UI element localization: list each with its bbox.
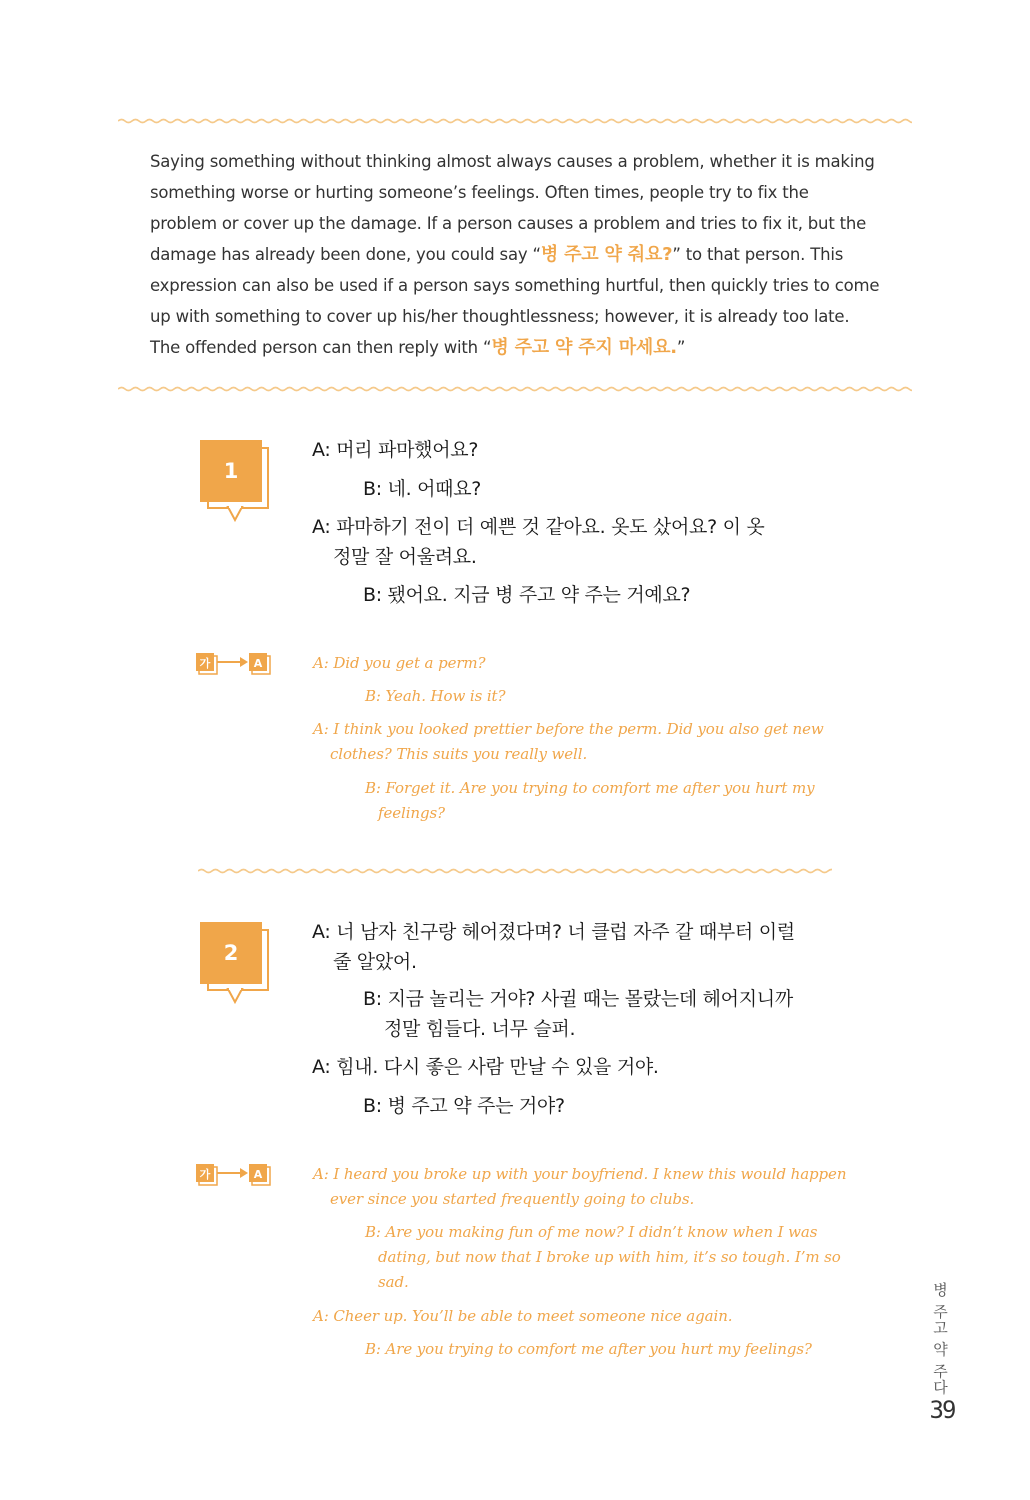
- intro-text-1: Saying something without thinking almost always causes a problem, whether it is making something worse or hurting someone’s feelings. Often times, people try to fix the problem or cover up the damage. If a person causes a problem and tries to fix it, but the damage has already been done, you could say “: [150, 152, 875, 264]
- wave-line: [118, 114, 912, 128]
- english-text: A: I think you looked prettier before the perm. Did you also get new: [313, 720, 824, 738]
- highlight-expression-2: 병 주고 약 주지 마세요.: [491, 337, 677, 358]
- wavy-divider-top: [118, 114, 912, 128]
- example-1-english-line-1: [313, 651, 485, 676]
- korean-text: B: 병 주고 약 주는 거야?: [363, 1095, 565, 1117]
- english-text: A: Did you get a perm?: [313, 654, 486, 672]
- english-text: feelings?: [378, 804, 446, 822]
- translation-icon-1: [196, 652, 276, 676]
- page-number: 39: [929, 1396, 955, 1424]
- english-text: sad.: [378, 1273, 409, 1291]
- wavy-divider-section: [198, 864, 832, 878]
- wave-line: [198, 864, 832, 878]
- icon-from-char: 가: [199, 657, 211, 670]
- side-chapter-title: 병 주고 약 주다: [931, 1282, 949, 1396]
- example-2-korean-line-2b: [384, 1014, 575, 1044]
- example-1-korean-line-2: [363, 474, 481, 504]
- example-1-english-line-4b: [378, 801, 445, 826]
- wave-line: [118, 382, 912, 396]
- example-1-korean-line-3: [312, 512, 764, 542]
- icon-to-char: A: [253, 1168, 263, 1181]
- wavy-divider-mid: [118, 382, 912, 396]
- example-1-english-line-4: [365, 776, 815, 801]
- example-2-english-line-2: [365, 1220, 817, 1245]
- english-text: B: Yeah. How is it?: [365, 687, 506, 705]
- example-2-korean-line-1: [312, 917, 795, 947]
- example-2-english-line-2b: [378, 1245, 841, 1270]
- example-1-korean-line-1: [312, 435, 478, 465]
- example-1-english-line-3b: [330, 742, 587, 767]
- example-2-korean-line-2: [363, 984, 793, 1014]
- example-2-english-line-2c: [378, 1270, 409, 1295]
- korean-text: A: 너 남자 친구랑 헤어졌다며? 너 클럽 자주 갈 때부터 이럴: [312, 921, 795, 943]
- korean-text: B: 네. 어때요?: [363, 478, 482, 500]
- example-1-badge: [200, 440, 270, 510]
- english-text: clothes? This suits you really well.: [330, 745, 588, 763]
- intro-text-3: ”: [676, 338, 686, 357]
- highlight-expression-1: 병 주고 약 줘요?: [540, 244, 673, 265]
- icon-to-char: A: [253, 657, 263, 670]
- korean-text: 정말 잘 어울려요.: [333, 546, 477, 568]
- example-2-korean-line-3: [312, 1052, 659, 1082]
- example-1-english-line-3: [313, 717, 824, 742]
- example-2-english-line-1b: [330, 1187, 694, 1212]
- english-text: B: Forget it. Are you trying to comfort me after you hurt my: [365, 779, 815, 797]
- korean-text: B: 됐어요. 지금 병 주고 약 주는 거예요?: [363, 584, 691, 606]
- icon-from-char: 가: [199, 1168, 211, 1181]
- translation-icon-2: [196, 1163, 276, 1187]
- example-number: 1: [223, 459, 239, 483]
- example-2-english-line-3: [313, 1304, 732, 1329]
- korean-text: A: 머리 파마했어요?: [312, 439, 479, 461]
- korean-text: 줄 알았어.: [333, 951, 417, 973]
- korean-text: 정말 힘들다. 너무 슬퍼.: [384, 1018, 576, 1040]
- english-text: B: Are you making fun of me now? I didn’t know when I was: [365, 1223, 818, 1241]
- example-1-english-line-2: [365, 684, 505, 709]
- example-number: 2: [223, 941, 239, 965]
- korean-text: A: 힘내. 다시 좋은 사람 만날 수 있을 거야.: [312, 1056, 659, 1078]
- example-2-korean-line-1b: [333, 947, 417, 977]
- example-2-badge: [200, 922, 270, 992]
- example-2-english-line-4: [365, 1337, 812, 1362]
- example-1-korean-line-3b: [333, 542, 477, 572]
- translate-arrow-icon: [196, 1163, 276, 1187]
- example-1-korean-line-4: [363, 580, 690, 610]
- intro-text-2: ” to that person. This expression can also be used if a person says something hurtful, then quickly tries to come up with something to cover up his/her thoughtlessness; however, it is already too late. The offended person can then reply with “: [150, 245, 880, 357]
- english-text: A: Cheer up. You’ll be able to meet someone nice again.: [313, 1307, 733, 1325]
- example-2-english-line-1: [313, 1162, 846, 1187]
- example-2-korean-line-4: [363, 1091, 565, 1121]
- translate-arrow-icon: [196, 652, 276, 676]
- english-text: dating, but now that I broke up with him, it’s so tough. I’m so: [378, 1248, 841, 1266]
- korean-text: B: 지금 놀리는 거야? 사귈 때는 몰랐는데 헤어지니까: [363, 988, 793, 1010]
- intro-paragraph: [150, 146, 880, 363]
- english-text: B: Are you trying to comfort me after you hurt my feelings?: [365, 1340, 812, 1358]
- english-text: A: I heard you broke up with your boyfriend. I knew this would happen: [313, 1165, 847, 1183]
- english-text: ever since you started frequently going to clubs.: [330, 1190, 695, 1208]
- korean-text: A: 파마하기 전이 더 예쁜 것 같아요. 옷도 샀어요? 이 옷: [312, 516, 765, 538]
